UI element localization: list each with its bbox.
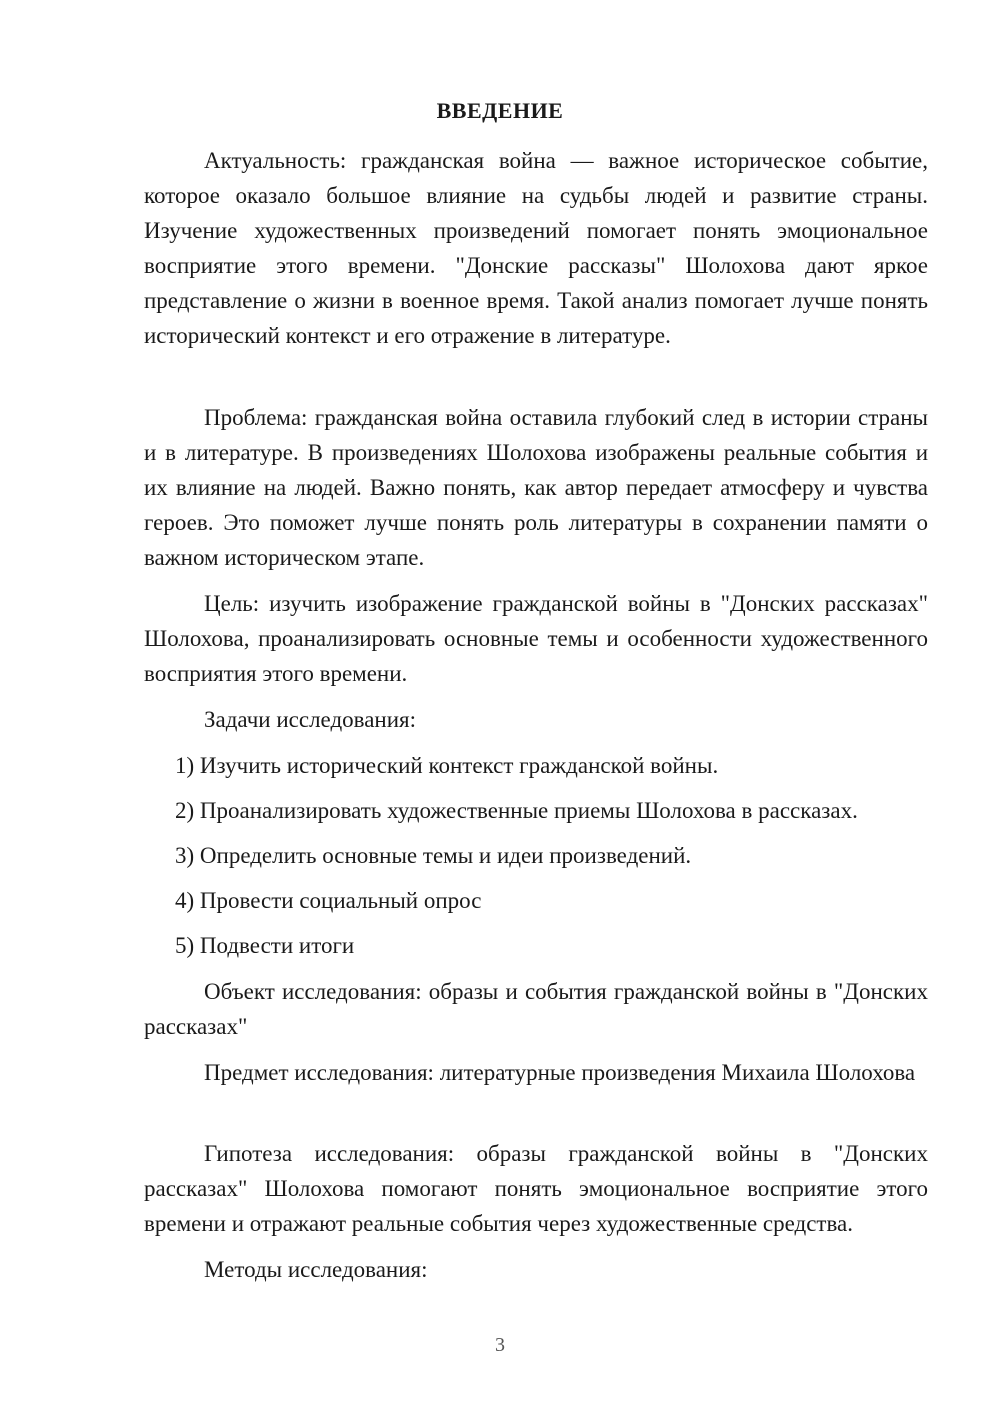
task-item-5: 5) Подвести итоги — [175, 933, 355, 958]
paragraph-object: Объект исследования: образы и события гражданской войны в "Донских рассказах" — [144, 979, 928, 1039]
paragraph-relevance: Актуальность: гражданская война — важное историческое событие, которое оказало большое влияние на судьбы людей и развитие страны. Изучение художественных произведений помогает понять эмоциональное восприятие этого времени. "Донские рассказы" Шолохова дают яркое представление о жизни в военное время. Такой анализ помогает лучше понять исторический контекст и его отражение в литературе. — [144, 148, 928, 348]
tasks-heading: Задачи исследования: — [204, 707, 417, 732]
paragraph-goal: Цель: изучить изображение гражданской войны в "Донских рассказах" Шолохова, проанализировать основные темы и особенности художественного восприятия этого времени. — [144, 591, 928, 686]
task-item-1: 1) Изучить исторический контекст гражданской войны. — [175, 753, 719, 778]
page-number: 3 — [495, 1334, 505, 1356]
task-item-4: 4) Провести социальный опрос — [175, 888, 482, 913]
paragraph-subject: Предмет исследования: литературные произведения Михаила Шолохова — [204, 1060, 916, 1085]
task-item-2: 2) Проанализировать художественные приемы Шолохова в рассказах. — [175, 798, 858, 823]
paragraph-hypothesis: Гипотеза исследования: образы гражданской войны в "Донских рассказах" Шолохова помогают понять эмоциональное восприятие этого времени и отражают реальные события через художественные средства. — [144, 1141, 928, 1236]
methods-heading: Методы исследования: — [204, 1257, 428, 1282]
task-item-3: 3) Определить основные темы и идеи произведений. — [175, 843, 692, 868]
page-title: ВВЕДЕНИЕ — [436, 98, 564, 123]
paragraph-problem: Проблема: гражданская война оставила глубокий след в истории страны и в литературе. В произведениях Шолохова изображены реальные события и их влияние на людей. Важно понять, как автор передает атмосферу и чувства героев. Это поможет лучше понять роль литературы в сохранении памяти о важном историческом этапе. — [144, 405, 928, 570]
